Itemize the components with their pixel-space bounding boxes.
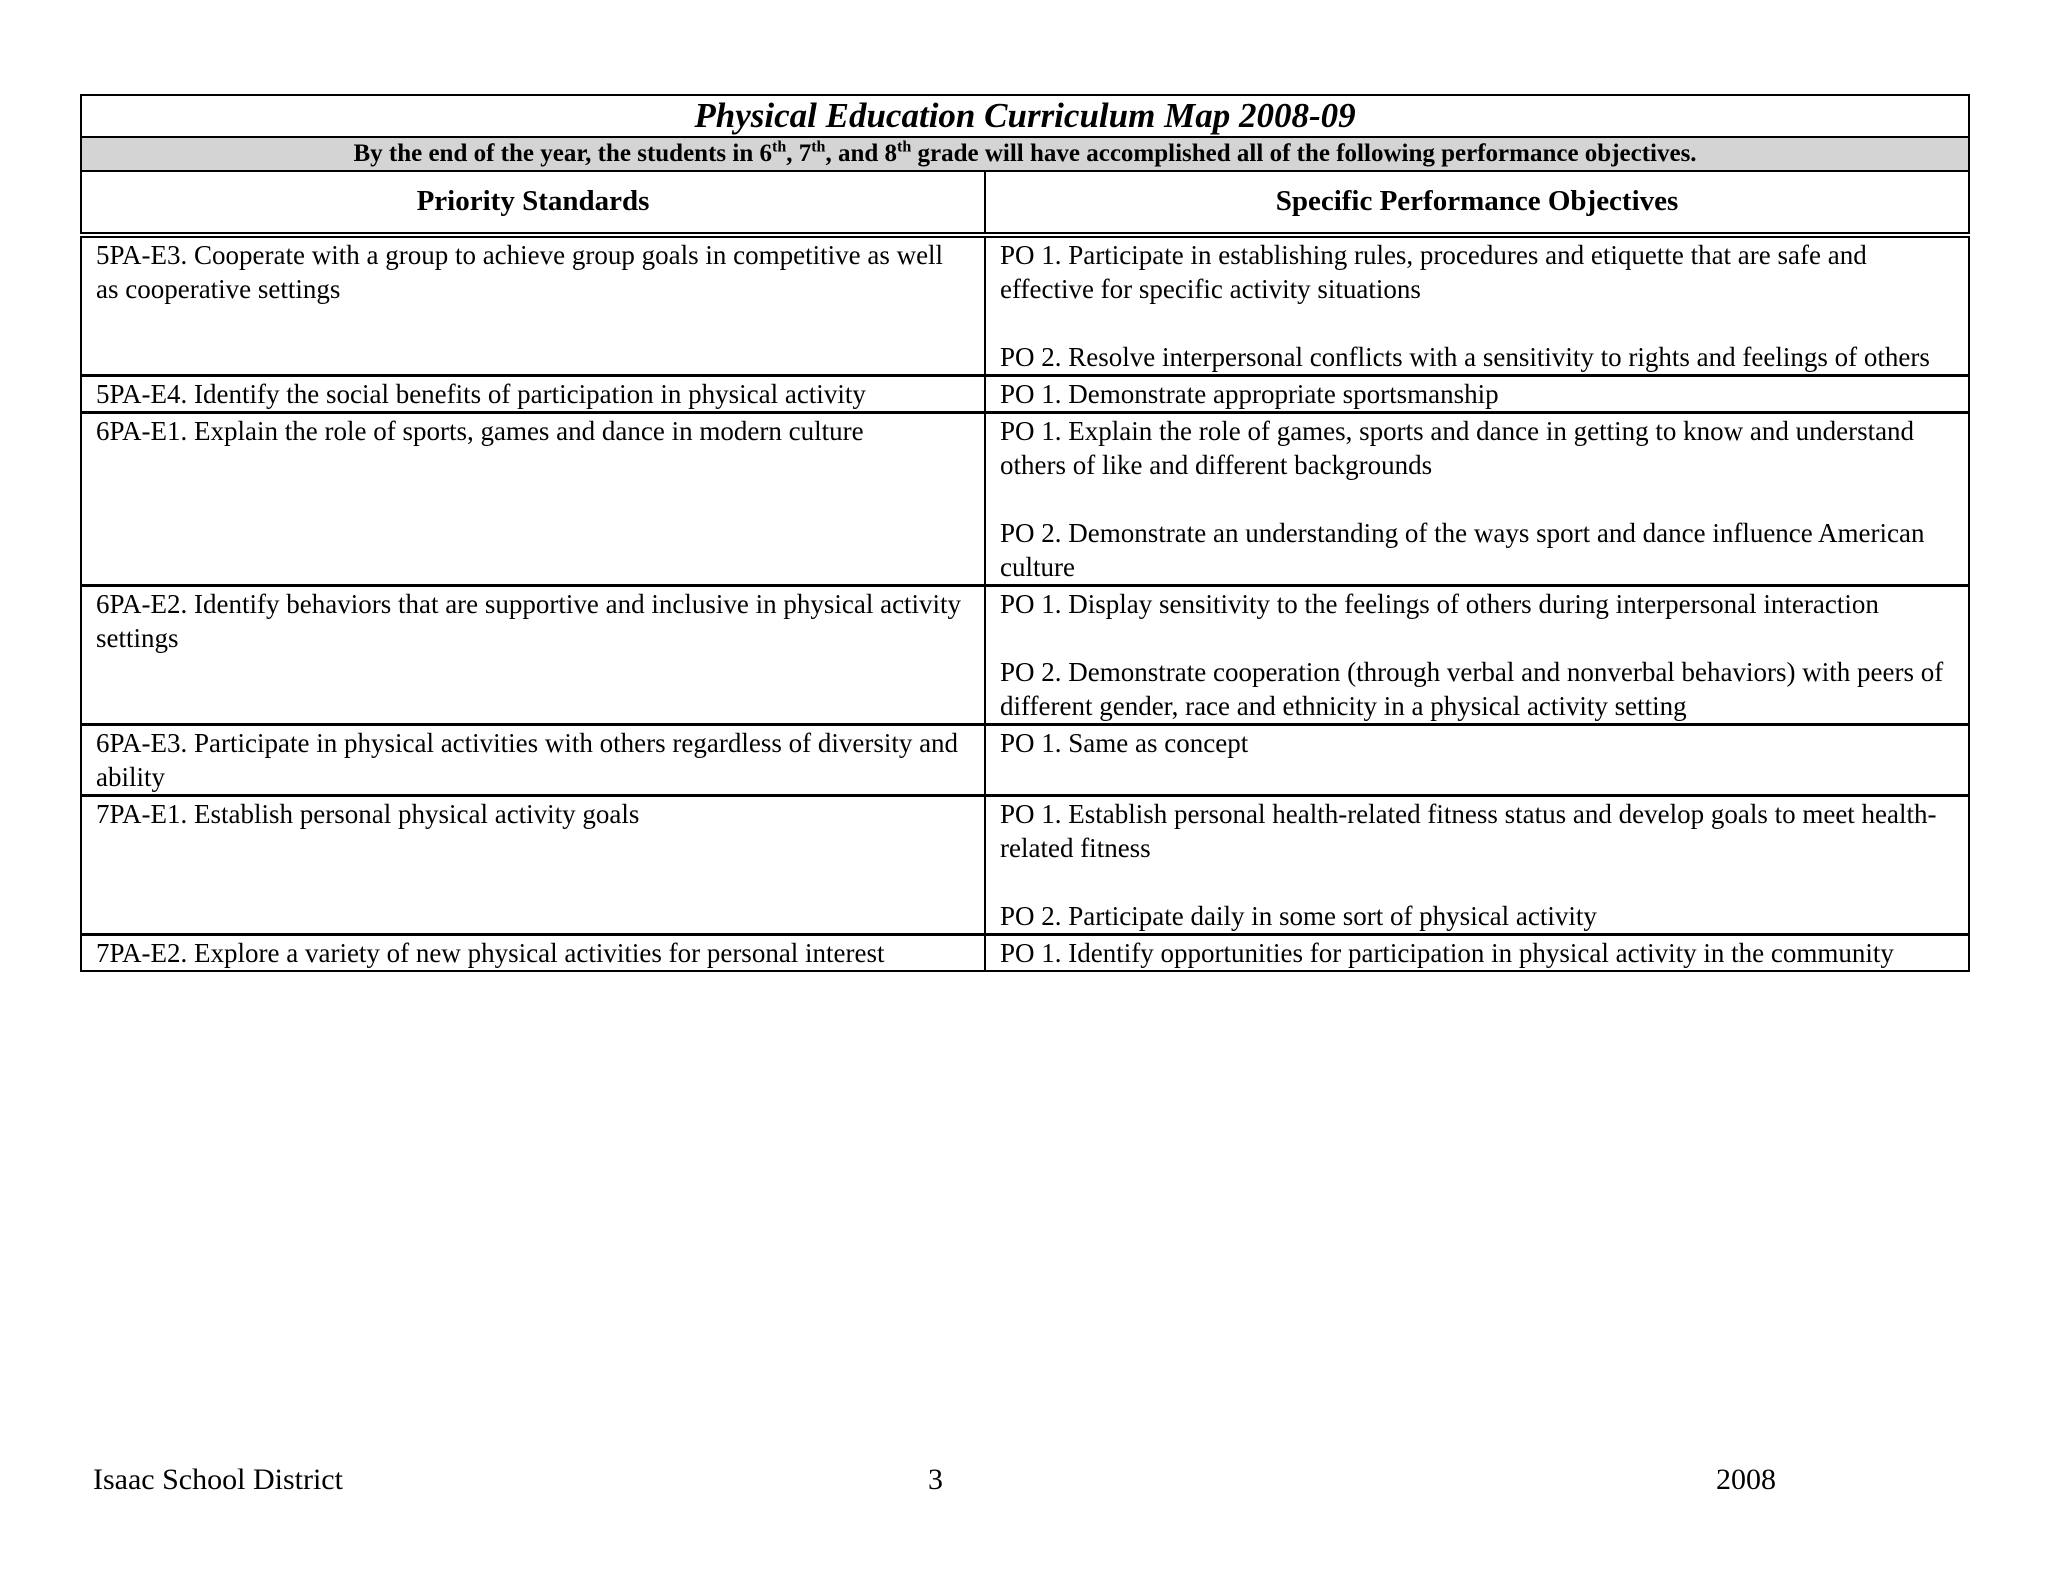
priority-standard: 7PA-E1. Establish personal physical activity goals <box>81 796 985 935</box>
banner-sup-1: th <box>771 138 787 156</box>
column-header-row <box>81 171 1969 235</box>
priority-standard: 6PA-E1. Explain the role of sports, games and dance in modern culture <box>81 413 985 586</box>
performance-objective: PO 2. Resolve interpersonal conflicts with a sensitivity to rights and feelings of others <box>1000 342 1930 372</box>
performance-objective: PO 1. Participate in establishing rules, procedures and etiquette that are safe and effective for specific activity situations <box>1000 240 1867 304</box>
performance-objective: PO 2. Demonstrate an understanding of the ways sport and dance influence American culture <box>1000 518 1925 582</box>
performance-objective: PO 2. Demonstrate cooperation (through verbal and nonverbal behaviors) with peers of different gender, race and ethnicity in a physical activity setting <box>1000 657 1944 721</box>
footer-year: 2008 <box>1716 1463 1776 1496</box>
performance-objective: PO 2. Participate daily in some sort of physical activity <box>1000 901 1597 931</box>
document-title: Physical Education Curriculum Map 2008-09 <box>81 95 1969 137</box>
banner-row <box>81 137 1969 171</box>
performance-objective: PO 1. Explain the role of games, sports and dance in getting to know and understand others of like and different backgrounds <box>1000 416 1915 480</box>
banner-text-4: grade will have accomplished all of the following performance objectives. <box>911 140 1697 167</box>
column-header-priority-standards: Priority Standards <box>81 171 985 235</box>
banner-sup-2: th <box>811 138 826 156</box>
priority-standard: 6PA-E3. Participate in physical activities with others regardless of diversity and ability <box>81 725 985 796</box>
table-row <box>81 935 1969 972</box>
title-row <box>81 95 1969 137</box>
objectives-cell <box>985 935 1969 972</box>
performance-objective: PO 1. Display sensitivity to the feelings of others during interpersonal interaction <box>1000 589 1879 619</box>
table-row <box>81 376 1969 413</box>
table-row <box>81 725 1969 796</box>
performance-objective: PO 1. Same as concept <box>1000 728 1249 758</box>
objectives-cell <box>985 413 1969 586</box>
banner-text-2: , 7 <box>786 140 812 167</box>
banner-sup-3: th <box>897 138 912 156</box>
table-row <box>81 586 1969 725</box>
performance-objective: PO 1. Establish personal health-related fitness status and develop goals to meet health- related fitness <box>1000 799 1937 863</box>
footer-page-number: 3 <box>928 1463 943 1496</box>
column-header-performance-objectives: Specific Performance Objectives <box>985 171 1969 235</box>
table-row <box>81 413 1969 586</box>
objectives-cell <box>985 725 1969 796</box>
performance-objective: PO 1. Identify opportunities for participation in physical activity in the community <box>1000 938 1894 968</box>
table-row <box>81 796 1969 935</box>
performance-objective: PO 1. Demonstrate appropriate sportsmanship <box>1000 379 1499 409</box>
priority-standard: 7PA-E2. Explore a variety of new physical activities for personal interest <box>81 935 985 972</box>
table-row <box>81 235 1969 376</box>
objectives-banner <box>81 137 1969 171</box>
objectives-cell <box>985 376 1969 413</box>
footer-district-name: Isaac School District <box>93 1463 343 1496</box>
banner-text-1: By the end of the year, the students in 6 <box>353 140 772 167</box>
objectives-cell <box>985 586 1969 725</box>
objectives-cell <box>985 796 1969 935</box>
priority-standard: 6PA-E2. Identify behaviors that are supportive and inclusive in physical activity settings <box>81 586 985 725</box>
priority-standard: 5PA-E4. Identify the social benefits of participation in physical activity <box>81 376 985 413</box>
objectives-cell <box>985 235 1969 376</box>
banner-text-3: , and 8 <box>825 140 898 167</box>
curriculum-map-table <box>80 94 1970 972</box>
priority-standard: 5PA-E3. Cooperate with a group to achieve group goals in competitive as well as cooperative settings <box>81 235 985 376</box>
